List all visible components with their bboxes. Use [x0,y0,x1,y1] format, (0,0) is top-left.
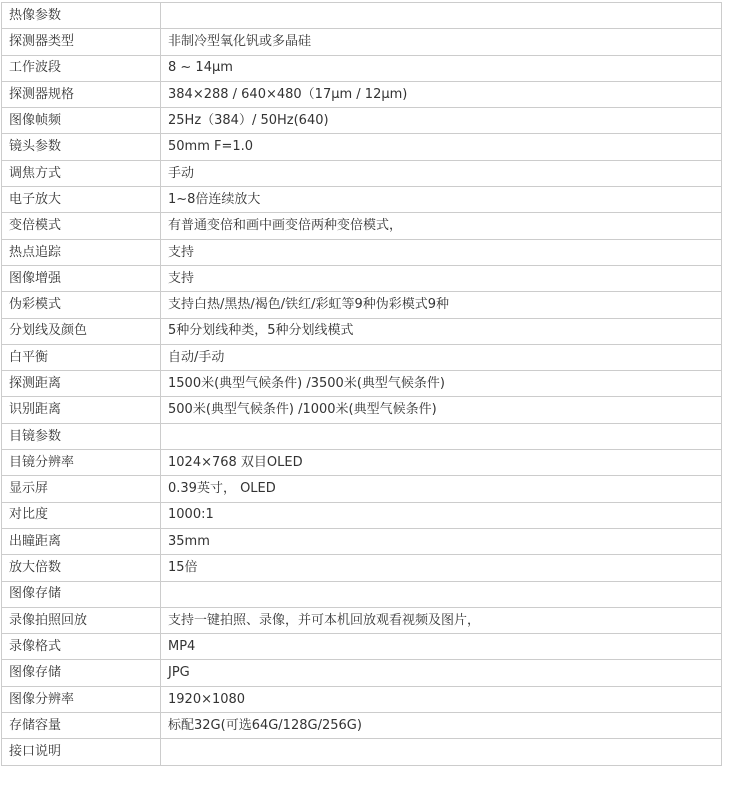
spec-value: 标配32G(可选64G/128G/256G) [161,713,722,739]
spec-value: 384×288 / 640×480（17μm / 12μm) [161,81,722,107]
table-row [2,160,722,186]
table-row [2,397,722,423]
spec-label: 探测距离 [2,371,161,397]
spec-value: 1920×1080 [161,686,722,712]
table-row [2,371,722,397]
table-row [2,581,722,607]
table-row [2,423,722,449]
spec-value: 25Hz（384）/ 50Hz(640) [161,108,722,134]
table-row [2,739,722,765]
spec-label: 识别距离 [2,397,161,423]
spec-value: 15倍 [161,555,722,581]
table-row [2,187,722,213]
table-row [2,660,722,686]
spec-value: 支持白热/黑热/褐色/铁红/彩虹等9种伪彩模式9种 [161,292,722,318]
spec-label: 录像拍照回放 [2,607,161,633]
spec-label: 热像参数 [2,3,161,29]
spec-label: 图像存储 [2,660,161,686]
spec-label: 分划线及颜色 [2,318,161,344]
spec-label: 探测器类型 [2,29,161,55]
spec-value: JPG [161,660,722,686]
spec-label: 对比度 [2,502,161,528]
spec-value: 50mm F=1.0 [161,134,722,160]
table-row [2,344,722,370]
spec-value: 8 ~ 14μm [161,55,722,81]
spec-value: 35mm [161,528,722,554]
spec-label: 白平衡 [2,344,161,370]
table-row [2,634,722,660]
table-row [2,81,722,107]
spec-label: 目镜参数 [2,423,161,449]
table-row [2,134,722,160]
table-row [2,450,722,476]
spec-value: 支持一键拍照、录像，并可本机回放观看视频及图片， [161,607,722,633]
spec-label: 图像帧频 [2,108,161,134]
spec-value: 非制冷型氧化钒或多晶硅 [161,29,722,55]
spec-value: 0.39英寸， OLED [161,476,722,502]
spec-value: 5种分划线种类，5种分划线模式 [161,318,722,344]
spec-label: 存储容量 [2,713,161,739]
spec-label: 出瞳距离 [2,528,161,554]
spec-value: 1024×768 双目OLED [161,450,722,476]
spec-label: 电子放大 [2,187,161,213]
table-row [2,318,722,344]
spec-label: 图像分辨率 [2,686,161,712]
spec-label: 变倍模式 [2,213,161,239]
spec-value: 有普通变倍和画中画变倍两种变倍模式， [161,213,722,239]
spec-table [1,2,722,766]
table-row [2,108,722,134]
spec-label: 显示屏 [2,476,161,502]
spec-value: 自动/手动 [161,344,722,370]
spec-value: 1500米(典型气候条件) /3500米(典型气候条件) [161,371,722,397]
table-row [2,29,722,55]
table-row [2,607,722,633]
spec-label: 录像格式 [2,634,161,660]
spec-value [161,739,722,765]
spec-label: 图像增强 [2,265,161,291]
spec-value: 支持 [161,239,722,265]
spec-label: 热点追踪 [2,239,161,265]
spec-value [161,423,722,449]
table-row [2,239,722,265]
spec-label: 伪彩模式 [2,292,161,318]
table-row [2,555,722,581]
table-row [2,528,722,554]
spec-label: 工作波段 [2,55,161,81]
spec-value: MP4 [161,634,722,660]
spec-label: 探测器规格 [2,81,161,107]
table-row [2,292,722,318]
table-row [2,713,722,739]
table-row [2,476,722,502]
spec-value: 500米(典型气候条件) /1000米(典型气候条件) [161,397,722,423]
spec-value [161,581,722,607]
spec-value: 1000:1 [161,502,722,528]
table-row [2,502,722,528]
spec-label: 镜头参数 [2,134,161,160]
spec-label: 调焦方式 [2,160,161,186]
table-row [2,3,722,29]
spec-label: 放大倍数 [2,555,161,581]
spec-label: 接口说明 [2,739,161,765]
table-row [2,55,722,81]
table-row [2,686,722,712]
spec-value: 1~8倍连续放大 [161,187,722,213]
spec-label: 图像存储 [2,581,161,607]
table-row [2,213,722,239]
spec-value: 支持 [161,265,722,291]
table-row [2,265,722,291]
spec-value [161,3,722,29]
spec-label: 目镜分辨率 [2,450,161,476]
spec-value: 手动 [161,160,722,186]
